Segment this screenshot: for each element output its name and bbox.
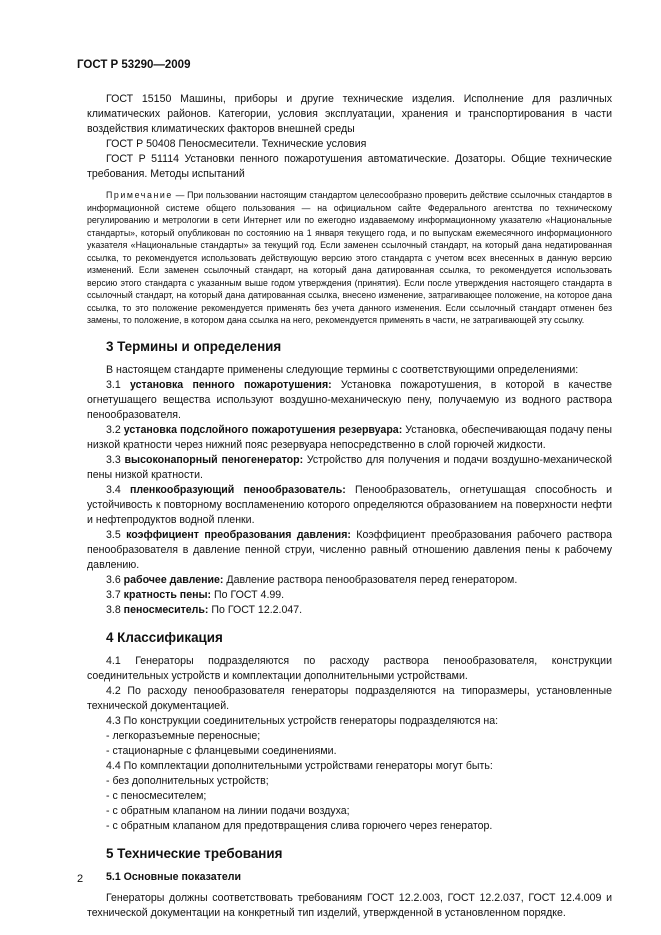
page-header-doc-id: ГОСТ Р 53290—2009 <box>77 59 191 71</box>
list-item: - с пеносмесителем; <box>106 789 207 802</box>
term-3-1 <box>87 378 612 423</box>
term-definition: Устройство для получения и подачи воздушно-механической пены низкой кратности. <box>87 453 612 481</box>
para-4-2: 4.2 По расходу пенообразователя генераторы подразделяются на типоразмеры, установленные технической документацией. <box>87 684 612 712</box>
term-number: 3.5 <box>106 528 127 541</box>
term-name: рабочее давление: <box>123 573 224 586</box>
term-definition: Установка, обеспечивающая подачу пены низкой кратности через нижний пояс резервуара непосредственно в слой горючей жидкости. <box>87 423 612 451</box>
term-name: пленкообразующий пенообразователь: <box>129 483 346 496</box>
para-4-1: 4.1 Генераторы подразделяются по расходу раствора пенообразователя, конструкции соединительных устройств и комплектации дополнительными устройствами. <box>87 654 612 682</box>
term-name: установка подслойного пожаротушения резервуара: <box>123 423 403 436</box>
list-item: - стационарные с фланцевыми соединениями. <box>106 744 337 757</box>
term-number: 3.1 <box>106 378 130 391</box>
term-name: высоконапорный пеногенератор: <box>124 453 304 466</box>
para-4-4: 4.4 По комплектации дополнительными устройствами генераторы могут быть: <box>106 759 493 772</box>
term-3-4 <box>87 483 612 528</box>
note-label: Примечание <box>106 190 173 200</box>
section-5-title: 5 Технические требования <box>106 845 283 861</box>
note-text: — При пользовании настоящим стандартом целесообразно проверить действие ссылочных стандартов в информационной системе общего пользования — на официальном сайте Федерального агентства по техническому регулированию и метрологии в сети Интернет или по ежегодно издаваемому информационному указателю «Национальные стандарты», который опубликован по состоянию на 1 января текущего года, и по выпускам ежемесячного информационного указателя «Национальные стандарты» за текущий год. Если заменен ссылочный стандарт, на который дана недатированная ссылка, то рекомендуется использовать действующую версию этого стандарта с учетом всех внесенных в данную версию изменений. Если заменен ссылочный стандарт, на который дана датированная ссылка, то рекомендуется использовать версию этого стандарта с указанным выше годом утверждения (принятия). Если после утверждения настоящего стандарта в ссылочный стандарт, на который дана датированная ссылка, внесено изменение, затрагивающее положение, на которое дана ссылка, то это положение рекомендуется применять без учета данного изменения. Если ссылочный стандарт отменен без замены, то положение, в котором дана ссылка на него, рекомендуется применять в части, не затрагивающей эту ссылку. <box>87 190 612 325</box>
ref-gost-15150: ГОСТ 15150 Машины, приборы и другие технические изделия. Исполнение для различных климатических районов. Категории, условия эксплуатации, хранения и транспортирования в части воздействия климатических факторов внешней среды <box>87 93 612 135</box>
section-3-intro: В настоящем стандарте применены следующие термины с соответствующими определениями: <box>106 363 579 376</box>
term-number: 3.4 <box>106 483 130 496</box>
note-paragraph <box>87 189 612 327</box>
section-3-title: 3 Термины и определения <box>106 338 282 354</box>
term-definition: Коэффициент преобразования рабочего раствора пенообразователя в давление пенной струи, численно равный отношению давления пены к рабочему давлению. <box>87 528 612 571</box>
term-name: кратность пены: <box>123 588 212 601</box>
term-3-8 <box>87 603 612 618</box>
term-definition: Установка пожаротушения, в которой в качестве огнетушащего вещества используют воздушно-механическую пену, получаемую из водного раствора пенообразователя. <box>87 378 612 421</box>
term-name: установка пенного пожаротушения: <box>130 378 332 391</box>
term-definition: Пенообразователь, огнетушащая способность и устойчивость к повторному воспламенению которого определяются образованием на поверхности нефти и нефтепродуктов водной пленки. <box>87 483 613 526</box>
term-number: 3.8 <box>106 603 124 616</box>
term-3-6 <box>87 573 612 588</box>
page-number: 2 <box>77 873 84 885</box>
list-item: - с обратным клапаном для предотвращения слива горючего через генератор. <box>106 819 493 832</box>
section-4-title: 4 Классификация <box>106 629 223 645</box>
page-body <box>87 92 612 921</box>
term-definition: По ГОСТ 4.99. <box>211 588 285 601</box>
list-item: - без дополнительных устройств; <box>106 774 269 787</box>
term-3-2 <box>87 423 612 453</box>
subsection-5-1-title: 5.1 Основные показатели <box>106 870 241 883</box>
list-item: - легкоразъемные переносные; <box>106 729 261 742</box>
term-definition: По ГОСТ 12.2.047. <box>208 603 303 616</box>
term-number: 3.3 <box>106 453 125 466</box>
term-number: 3.6 <box>106 573 124 586</box>
term-3-3 <box>87 453 612 483</box>
term-name: коэффициент преобразования давления: <box>126 528 351 541</box>
term-3-5 <box>87 528 612 573</box>
term-definition: Давление раствора пенообразователя перед генератором. <box>223 573 518 586</box>
para-4-3: 4.3 По конструкции соединительных устройств генераторы подразделяются на: <box>106 714 499 727</box>
ref-gost-r-50408: ГОСТ Р 50408 Пеносмесители. Технические условия <box>106 138 367 150</box>
term-number: 3.2 <box>106 423 124 436</box>
term-name: пеносмеситель: <box>123 603 209 616</box>
ref-gost-r-51114: ГОСТ Р 51114 Установки пенного пожаротушения автоматические. Дозаторы. Общие технические требования. Методы испытаний <box>87 153 612 180</box>
para-5-1: Генераторы должны соответствовать требованиям ГОСТ 12.2.003, ГОСТ 12.2.037, ГОСТ 12.4.009 и технической документации на конкретный тип изделий, утвержденной в установленном порядке. <box>87 891 612 919</box>
term-number: 3.7 <box>106 588 124 601</box>
term-3-7 <box>87 588 612 603</box>
list-item: - с обратным клапаном на линии подачи воздуха; <box>106 804 350 817</box>
